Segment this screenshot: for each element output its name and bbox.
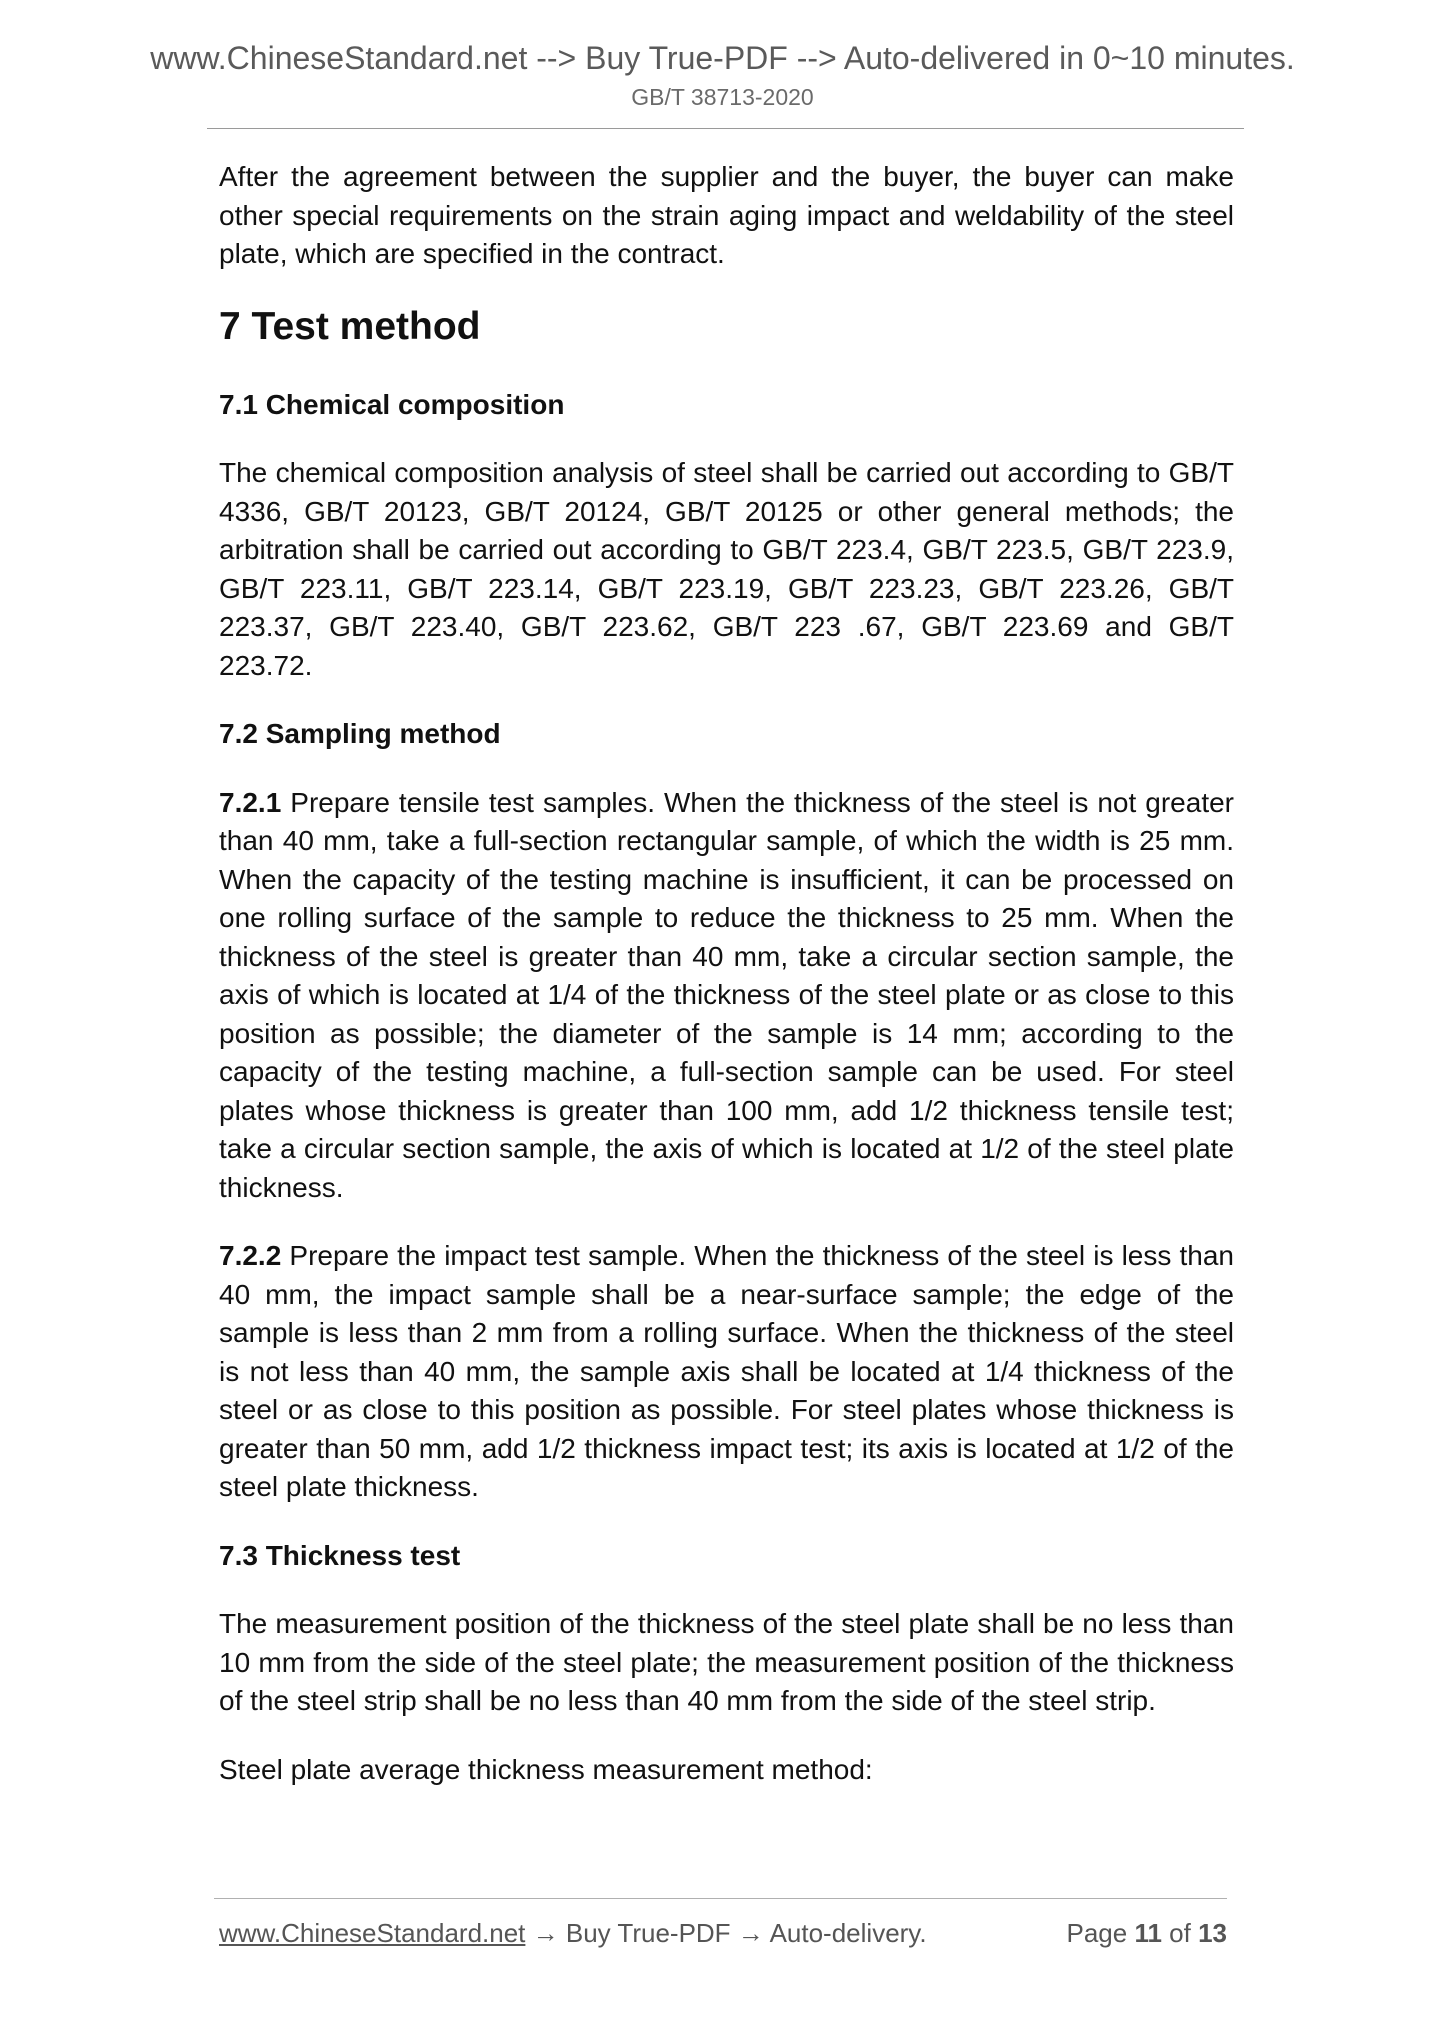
- chemical-composition-paragraph: The chemical composition analysis of steel shall be carried out according to GB/T 4336, GB/T 20123, GB/T 20124, GB/T 20125 or other general methods; the arbitration shall be carried out according to GB/T 223.4, GB/T 223.5, GB/T 223.9, GB/T 223.11, GB/T 223.14, GB/T 223.19, GB/T 223.23, GB/T 223.26, GB/T 223.37, GB/T 223.40, GB/T 223.62, GB/T 223 .67, GB/T 223.69 and GB/T 223.72.: [219, 457, 1234, 681]
- section-7-heading: 7 Test method: [219, 304, 481, 348]
- header-divider: [207, 128, 1244, 129]
- intro-paragraph: After the agreement between the supplier and the buyer, the buyer can make other special requirements on the strain aging impact and weldability of the steel plate, which are specified in the contract.: [219, 161, 1234, 269]
- document-code: GB/T 38713-2020: [631, 84, 814, 110]
- top-banner: www.ChineseStandard.net --> Buy True-PDF --> Auto-delivered in 0~10 minutes.: [150, 40, 1295, 76]
- page-footer: [219, 1918, 1227, 1949]
- footer-divider: [214, 1898, 1227, 1899]
- section-7-1-heading: 7.1 Chemical composition: [219, 388, 565, 420]
- page-indicator: [1066, 1918, 1227, 1949]
- current-page-number: 11: [1134, 1918, 1162, 1948]
- total-page-count: 13: [1198, 1918, 1227, 1948]
- footer-tagline: → Buy True-PDF → Auto-delivery.: [525, 1918, 927, 1948]
- thickness-test-paragraph: The measurement position of the thickness of the steel plate shall be no less than 10 mm from the side of the steel plate; the measurement position of the thickness of the steel strip shall be no less than 40 mm from the side of the steel strip.: [219, 1608, 1234, 1716]
- of-label: of: [1161, 1918, 1199, 1948]
- section-7-3-heading: 7.3 Thickness test: [219, 1539, 461, 1571]
- clause-number-7-2-1: 7.2.1: [219, 786, 282, 818]
- tensile-sample-paragraph: [219, 784, 1234, 1208]
- impact-sample-text: Prepare the impact test sample. When the thickness of the steel is less than 40 mm, the impact sample shall be a near-surface sample; the edge of the sample is less than 2 mm from a rolling surface. When the thickness of the steel is not less than 40 mm, the sample axis shall be located at 1/4 thickness of the steel or as close to this position as possible. For steel plates whose thickness is greater than 50 mm, add 1/2 thickness impact test; its axis is located at 1/2 of the steel plate thickness.: [219, 1240, 1234, 1502]
- average-thickness-paragraph: Steel plate average thickness measurement method:: [219, 1753, 873, 1785]
- tensile-sample-text: Prepare tensile test samples. When the thickness of the steel is not greater than 40 mm, take a full-section rectangular sample, of which the width is 25 mm. When the capacity of the testing machine is insufficient, it can be processed on one rolling surface of the sample to reduce the thickness to 25 mm. When the thickness of the steel is greater than 40 mm, take a circular section sample, the axis of which is located at 1/4 of the thickness of the steel plate or as close to this position as possible; the diameter of the sample is 14 mm; according to the capacity of the testing machine, a full-section sample can be used. For steel plates whose thickness is greater than 100 mm, add 1/2 thickness tensile test; take a circular section sample, the axis of which is located at 1/2 of the steel plate thickness.: [219, 786, 1234, 1203]
- section-7-2-heading: 7.2 Sampling method: [219, 718, 501, 749]
- impact-sample-paragraph: [219, 1237, 1234, 1507]
- clause-number-7-2-2: 7.2.2: [219, 1240, 282, 1271]
- page-content: [219, 158, 1234, 1819]
- footer-website-link[interactable]: www.ChineseStandard.net: [219, 1918, 526, 1948]
- page-label: Page: [1066, 1918, 1135, 1948]
